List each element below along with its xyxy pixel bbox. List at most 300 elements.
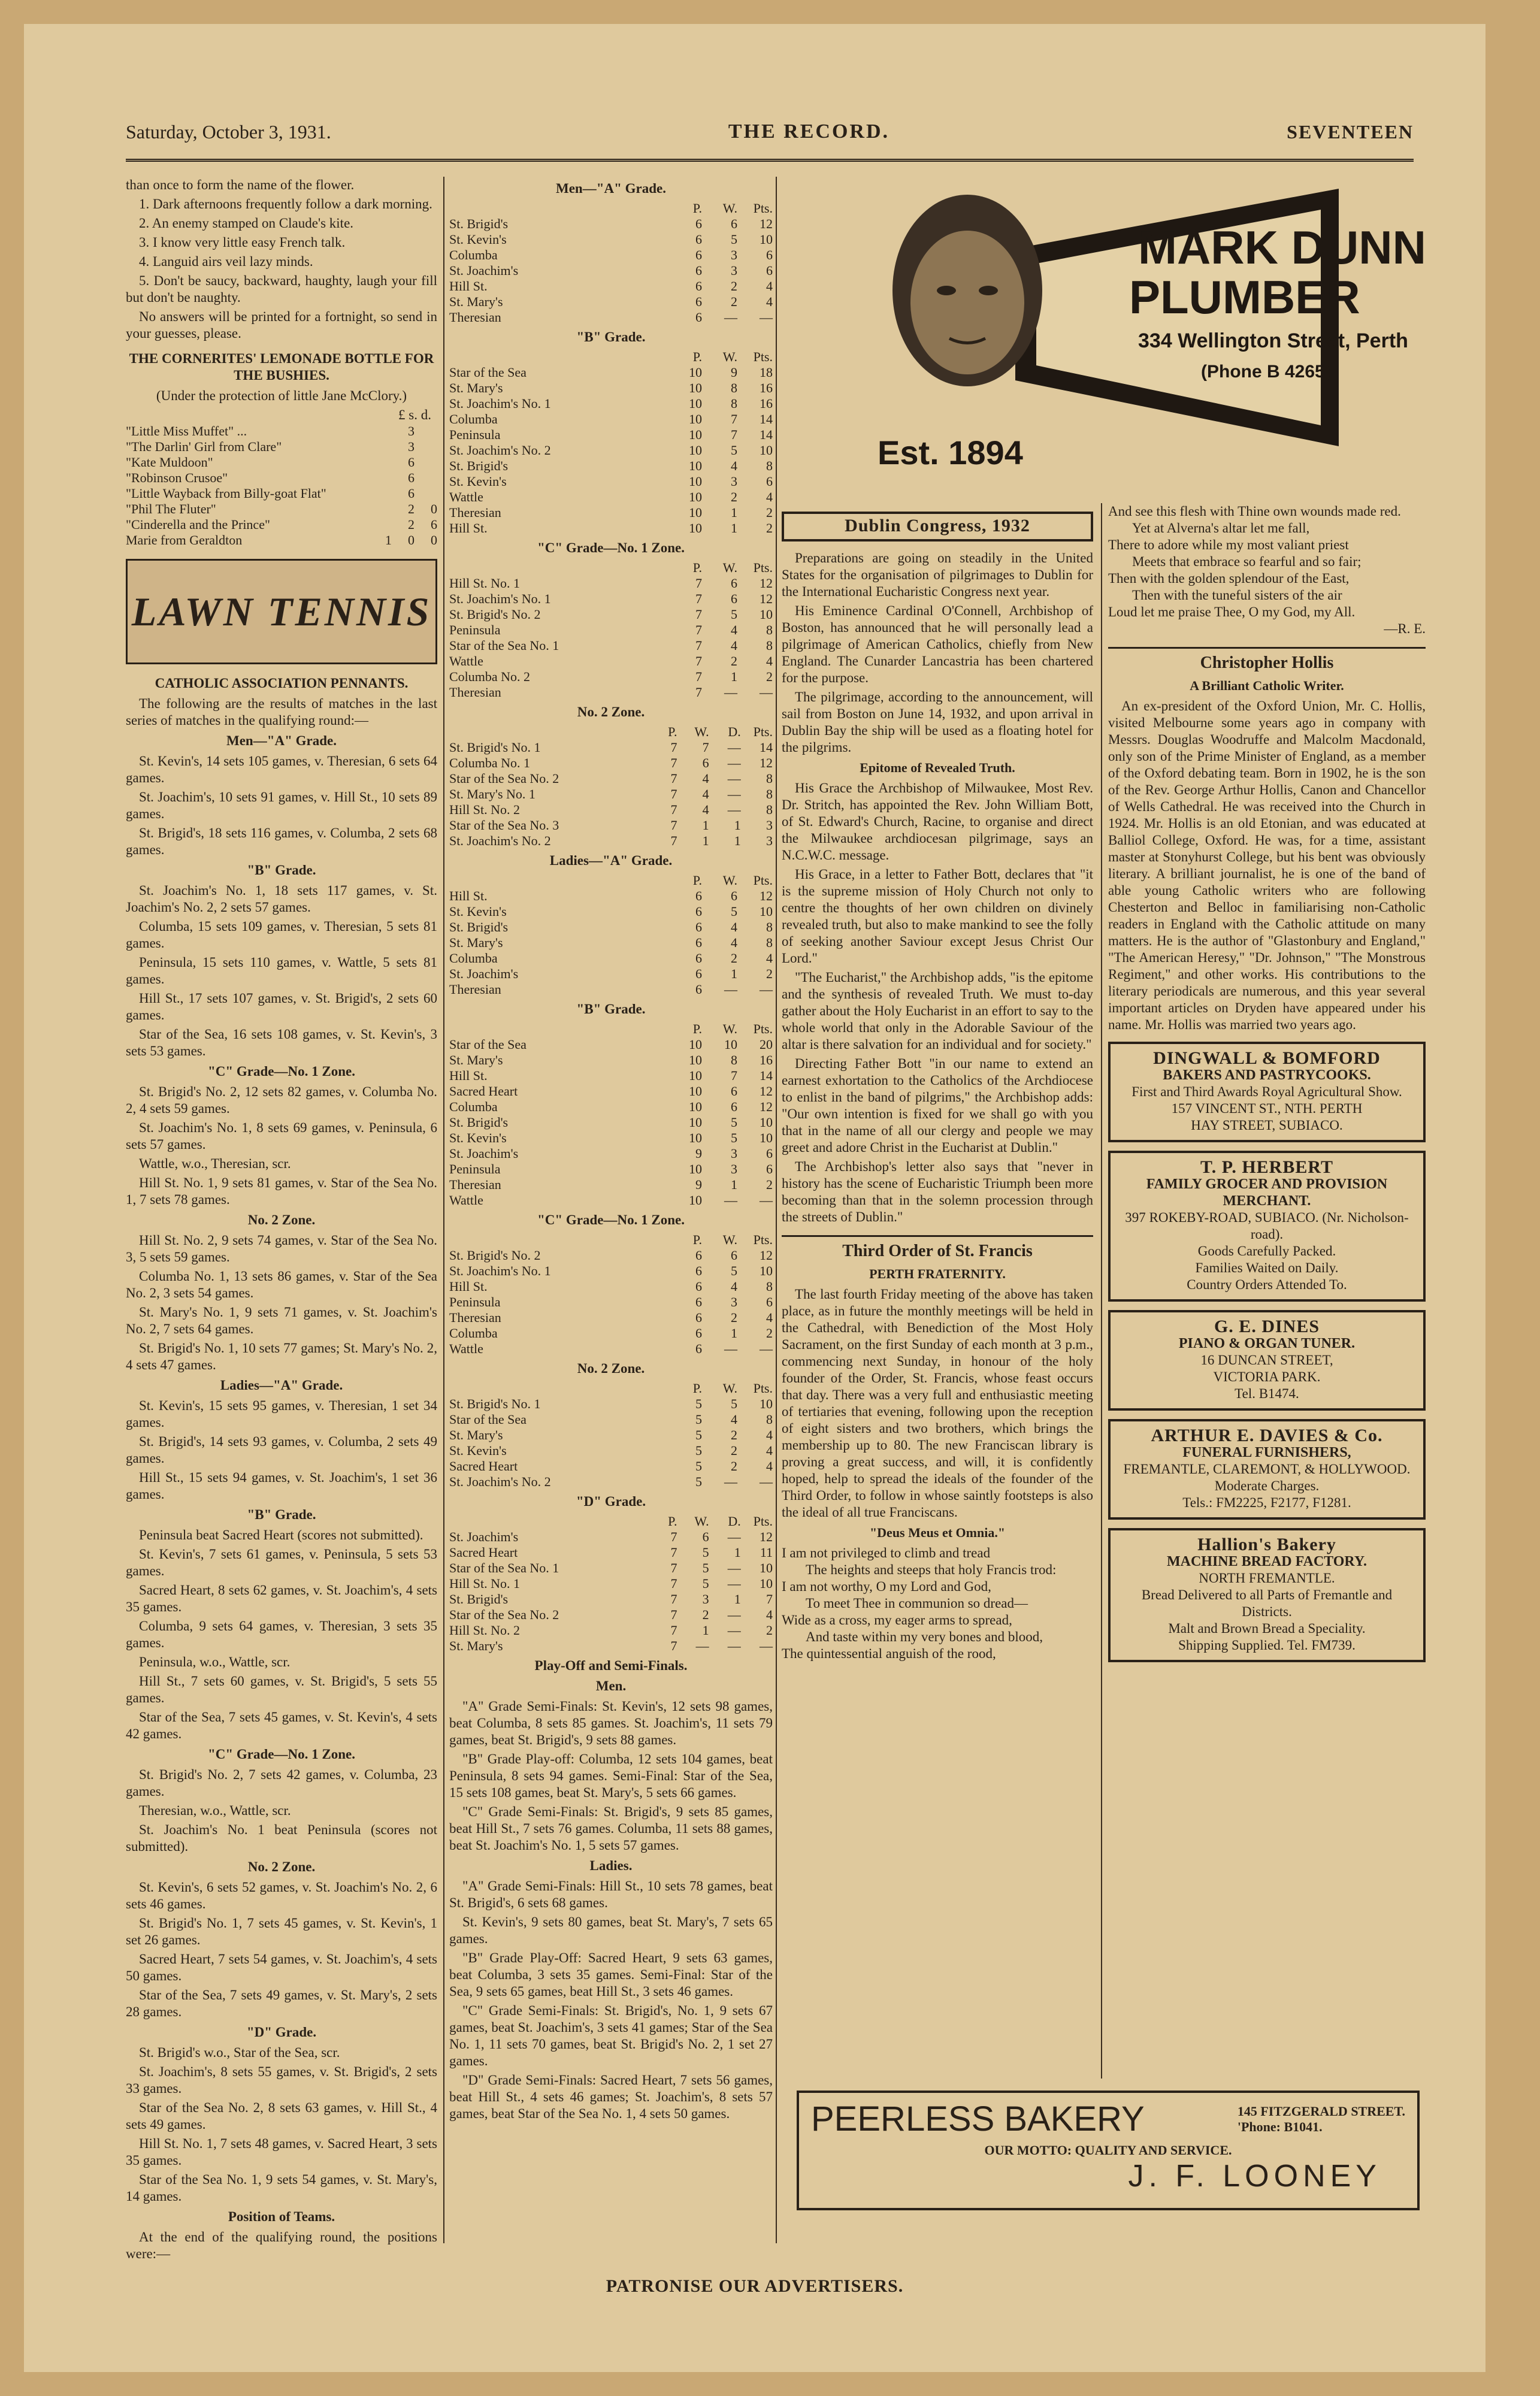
column-1 xyxy=(126,177,437,2261)
team-name: St. Kevin's xyxy=(449,232,507,247)
clue-line: No answers will be printed for a fortnight, so send in your guesses, please. xyxy=(126,309,437,341)
poem-line: Wide as a cross, my eager arms to spread, xyxy=(782,1613,1012,1627)
business-name: T. P. HERBERT xyxy=(1200,1157,1333,1177)
team-stat: — xyxy=(727,771,741,786)
dublin-paragraph: The pilgrimage, according to the announcement, will sail from Boston on June 14, 1932, and upon arrival in Dublin Bay the ship will be used as a floating hotel for the pilgrims. xyxy=(782,689,1093,755)
playoff-line: "D" Grade Semi-Finals: Sacred Heart, 7 sets 56 games, beat Hill St., 4 sets 46 games; St. Joachim's, 8 sets 57 games, beat Star of the Sea No. 1, 4 sets 50 games. xyxy=(449,2073,773,2121)
ladies-title: Ladies. xyxy=(589,1858,633,1873)
business-detail: FREMANTLE, CLAREMONT, & HOLLYWOOD. xyxy=(1123,1462,1411,1477)
dublin-paragraph: Preparations are going on steadily in the United States for the organisation of pilgrimages to Dublin for the International Eucharistic Congress next year. xyxy=(782,550,1093,599)
team-name: St. Joachim's No. 2 xyxy=(449,833,551,848)
team-name: St. Brigid's No. 1 xyxy=(449,740,541,755)
team-stat: 14 xyxy=(760,740,773,755)
standings-header-row xyxy=(449,560,773,576)
team-stat: 5 xyxy=(730,904,737,919)
team-name: St. Brigid's No. 2 xyxy=(449,607,541,622)
standings-row xyxy=(449,310,773,325)
team-stat: 6 xyxy=(730,1248,737,1263)
team-name: Columba xyxy=(449,951,498,966)
playoff-line: St. Kevin's, 9 sets 80 games, beat St. Mary's, 7 sets 65 games. xyxy=(449,1914,773,1946)
standings-row xyxy=(449,833,773,849)
team-stat: 2 xyxy=(766,521,773,536)
result-line: St. Joachim's No. 1, 18 sets 117 games, v. St. Joachim's No. 2, 2 sets 57 games. xyxy=(126,883,437,915)
business-detail: 397 ROKEBY-ROAD, SUBIACO. (Nr. Nicholson-road). xyxy=(1125,1210,1409,1242)
result-line: Columba No. 1, 13 sets 86 games, v. Star of the Sea No. 2, 3 sets 54 games. xyxy=(126,1269,437,1300)
column-rule xyxy=(1101,503,1102,2079)
team-name: Hill St. xyxy=(449,279,488,294)
team-name: St. Joachim's xyxy=(449,263,519,278)
team-stat: 5 xyxy=(702,1545,709,1560)
result-line: Star of the Sea, 7 sets 49 games, v. St. Mary's, 2 sets 28 games. xyxy=(126,1987,437,2019)
team-name: Columba No. 2 xyxy=(449,669,531,684)
standings-row xyxy=(449,951,773,966)
team-stat: 7 xyxy=(730,1068,737,1083)
business-detail: Moderate Charges. xyxy=(1214,1478,1320,1493)
classified-ads xyxy=(1108,1042,1426,1662)
team-stat: 4 xyxy=(702,786,709,801)
team-name: Sacred Heart xyxy=(449,1545,518,1560)
team-stat: 6 xyxy=(766,247,773,262)
team-stat: 7 xyxy=(695,607,702,622)
standings-header-blank xyxy=(449,873,667,888)
team-stat: — xyxy=(724,982,737,997)
team-stat: 7 xyxy=(695,685,702,700)
team-stat: — xyxy=(727,1638,741,1653)
hollis-subhead: A Brilliant Catholic Writer. xyxy=(1190,678,1344,693)
dunn-established: Est. 1894 xyxy=(878,434,1023,471)
team-stat: 8 xyxy=(766,802,773,817)
business-detail: Tel. B1474. xyxy=(1235,1386,1299,1401)
team-stat: 4 xyxy=(766,279,773,294)
team-name: Peninsula xyxy=(449,427,501,442)
mark-dunn-ad-graphic xyxy=(866,183,1426,482)
playoff-line: "C" Grade Semi-Finals: St. Brigid's, 9 sets 85 games, beat Hill St., 7 sets 76 games. Columba, 11 sets 88 games, beat St. Joachim's No. 1, 5 sets 57 games. xyxy=(449,1804,773,1853)
team-name: Star of the Sea No. 1 xyxy=(449,1560,559,1575)
standings-header-row xyxy=(449,1514,773,1529)
team-stat: 8 xyxy=(730,380,737,395)
team-name: Peninsula xyxy=(449,1294,501,1309)
team-stat: 5 xyxy=(695,1396,702,1411)
team-stat: 8 xyxy=(766,458,773,473)
team-stat: 3 xyxy=(766,818,773,833)
lemonade-name: "Little Miss Muffet" ... xyxy=(126,423,247,438)
team-stat: 5 xyxy=(730,1115,737,1130)
team-name: St. Mary's No. 1 xyxy=(449,786,535,801)
lemonade-list xyxy=(126,423,437,548)
standings-table xyxy=(449,1232,773,1357)
poem-title: "Deus Meus et Omnia." xyxy=(869,1525,1006,1540)
team-stat: 16 xyxy=(760,396,773,411)
lemonade-amount xyxy=(369,455,392,470)
team-stat: 8 xyxy=(766,1279,773,1294)
peerless-phone: 'Phone: B1041. xyxy=(1237,2119,1323,2134)
standings-table xyxy=(449,349,773,536)
team-name: Theresian xyxy=(449,505,501,520)
team-name: St. Joachim's xyxy=(449,1146,519,1161)
standings-row xyxy=(449,607,773,622)
standings-col-header: Pts. xyxy=(753,724,773,739)
result-line: At the end of the qualifying round, the positions were:— xyxy=(126,2229,437,2261)
dublin-title-box xyxy=(782,512,1093,541)
team-name: Columba xyxy=(449,1326,498,1341)
team-stat: 6 xyxy=(695,888,702,903)
standings-row xyxy=(449,1161,773,1177)
team-stat: 4 xyxy=(730,1412,737,1427)
standings-table xyxy=(449,873,773,997)
standings-tables xyxy=(449,180,773,1654)
team-stat: — xyxy=(724,310,737,325)
result-line: St. Brigid's No. 1, 10 sets 77 games; St. Mary's No. 2, 4 sets 47 games. xyxy=(126,1341,437,1372)
team-stat: 2 xyxy=(730,489,737,504)
team-name: St. Joachim's No. 2 xyxy=(449,443,551,458)
standings-row xyxy=(449,1529,773,1545)
table-heading: No. 2 Zone. xyxy=(577,704,645,719)
standings-header-blank xyxy=(449,349,667,365)
lawn-tennis-logo-text: LAWN TENNIS xyxy=(131,589,432,634)
team-stat: — xyxy=(760,982,773,997)
team-stat: 4 xyxy=(766,1443,773,1458)
result-line: St. Joachim's No. 1 beat Peninsula (scores not submitted). xyxy=(126,1822,437,1854)
team-name: Theresian xyxy=(449,982,501,997)
team-stat: 6 xyxy=(695,1279,702,1294)
poem-line: I am not worthy, O my Lord and God, xyxy=(782,1579,991,1594)
standings-row xyxy=(449,216,773,232)
result-line: St. Brigid's No. 1, 7 sets 45 games, v. St. Kevin's, 1 set 26 games. xyxy=(126,1916,437,1947)
poem-line: Loud let me praise Thee, O my God, my All. xyxy=(1108,604,1356,619)
team-stat: 3 xyxy=(730,1146,737,1161)
business-trade: PIANO & ORGAN TUNER. xyxy=(1178,1336,1356,1351)
team-stat: 3 xyxy=(730,1294,737,1309)
team-stat: 10 xyxy=(689,1084,702,1099)
standings-row xyxy=(449,1279,773,1294)
business-detail: 157 VINCENT ST., NTH. PERTH xyxy=(1171,1101,1363,1116)
team-name: Sacred Heart xyxy=(449,1459,518,1474)
team-stat: — xyxy=(760,310,773,325)
team-name: Hill St. No. 2 xyxy=(449,802,520,817)
team-stat: 5 xyxy=(695,1412,702,1427)
result-heading: "C" Grade—No. 1 Zone. xyxy=(208,1064,355,1079)
team-stat: 6 xyxy=(702,1529,709,1544)
team-stat: 10 xyxy=(760,1576,773,1591)
team-stat: 2 xyxy=(730,1443,737,1458)
standings-row xyxy=(449,740,773,755)
playoff-title: Play-Off and Semi-Finals. xyxy=(534,1658,688,1673)
business-detail: Bread Delivered to all Parts of Fremantle and Districts. xyxy=(1141,1587,1393,1619)
team-stat: — xyxy=(760,1341,773,1356)
business-detail: Malt and Brown Bread a Speciality. xyxy=(1168,1621,1366,1636)
result-line: St. Kevin's, 14 sets 105 games, v. Theresian, 6 sets 64 games. xyxy=(126,754,437,785)
team-stat: 16 xyxy=(760,1052,773,1067)
standings-row xyxy=(449,1326,773,1341)
team-stat: 9 xyxy=(730,365,737,380)
team-stat: 12 xyxy=(760,888,773,903)
standings-row xyxy=(449,1177,773,1193)
result-line: Hill St. No. 1, 7 sets 48 games, v. Sacred Heart, 3 sets 35 games. xyxy=(126,2136,437,2168)
team-stat: 7 xyxy=(670,1545,677,1560)
lemonade-amount xyxy=(369,423,392,439)
lemonade-amount xyxy=(369,470,392,486)
team-stat: 10 xyxy=(689,1115,702,1130)
page-number: SEVENTEEN xyxy=(1287,120,1414,143)
team-stat: 2 xyxy=(766,966,773,981)
poem-continued xyxy=(1108,503,1426,621)
team-stat: 6 xyxy=(695,279,702,294)
standings-row xyxy=(449,1341,773,1357)
business-detail: VICTORIA PARK. xyxy=(1213,1369,1321,1384)
team-name: Sacred Heart xyxy=(449,1084,518,1099)
poem-line: Yet at Alverna's altar let me fall, xyxy=(1132,521,1310,536)
standings-row xyxy=(449,888,773,904)
standings-header-blank xyxy=(449,560,667,576)
standings-row xyxy=(449,654,773,669)
team-name: St. Joachim's No. 1 xyxy=(449,1263,551,1278)
paper-title: THE RECORD. xyxy=(728,120,890,143)
standings-row xyxy=(449,638,773,654)
team-stat: 10 xyxy=(760,443,773,458)
team-stat: 1 xyxy=(730,1177,737,1192)
team-stat: 7 xyxy=(670,786,677,801)
result-line: Hill St., 17 sets 107 games, v. St. Brigid's, 2 sets 60 games. xyxy=(126,991,437,1022)
standings-row xyxy=(449,1576,773,1592)
team-stat: 6 xyxy=(695,966,702,981)
match-results xyxy=(126,733,437,2262)
business-detail: 16 DUNCAN STREET, xyxy=(1200,1353,1333,1368)
team-name: Star of the Sea xyxy=(449,365,527,380)
team-stat: 6 xyxy=(695,1294,702,1309)
team-stat: 6 xyxy=(766,474,773,489)
team-stat: 7 xyxy=(670,833,677,848)
result-heading: "B" Grade. xyxy=(247,1507,316,1522)
team-stat: 6 xyxy=(730,1084,737,1099)
playoff-line: "B" Grade Play-off: Columba, 12 sets 104 games, beat Peninsula, 8 sets 94 games. Semi-Final: Star of the Sea, 15 sets 108 games, beat St. Mary's, 5 sets 66 games. xyxy=(449,1751,773,1800)
team-stat: 8 xyxy=(766,935,773,950)
peerless-address: 145 FITZGERALD STREET. xyxy=(1237,2104,1405,2119)
team-stat: 10 xyxy=(689,505,702,520)
standings-col-header: Pts. xyxy=(753,1232,773,1247)
standings-row xyxy=(449,427,773,443)
team-stat: 10 xyxy=(689,1130,702,1145)
team-stat: 12 xyxy=(760,1084,773,1099)
team-stat: 10 xyxy=(689,365,702,380)
team-stat: 4 xyxy=(766,654,773,668)
team-stat: 5 xyxy=(730,1263,737,1278)
business-detail: First and Third Awards Royal Agricultural Show. xyxy=(1131,1084,1402,1099)
team-stat: 6 xyxy=(766,263,773,278)
team-stat: 12 xyxy=(760,576,773,591)
team-stat: 10 xyxy=(760,607,773,622)
standings-col-header: D. xyxy=(728,1514,741,1529)
lemonade-row xyxy=(126,470,437,486)
team-stat: 16 xyxy=(760,380,773,395)
poem-line: The quintessential anguish of the rood, xyxy=(782,1646,996,1661)
standings-row xyxy=(449,1638,773,1654)
team-stat: 14 xyxy=(760,1068,773,1083)
team-stat: 3 xyxy=(730,263,737,278)
team-stat: 4 xyxy=(766,1310,773,1325)
team-stat: 6 xyxy=(766,1294,773,1309)
business-detail: HAY STREET, SUBIACO. xyxy=(1191,1118,1343,1133)
clue-line: 3. I know very little easy French talk. xyxy=(139,235,346,250)
standings-header-row xyxy=(449,873,773,888)
standings-row xyxy=(449,1443,773,1459)
standings-row xyxy=(449,669,773,685)
team-stat: 10 xyxy=(689,458,702,473)
team-name: St. Brigid's xyxy=(449,1592,509,1607)
lemonade-amount: 3 xyxy=(407,423,415,438)
team-name: Star of the Sea No. 2 xyxy=(449,1607,559,1622)
clue-line: 2. An enemy stamped on Claude's kite. xyxy=(139,216,354,231)
standings-col-header: Pts. xyxy=(753,1381,773,1396)
team-stat: 3 xyxy=(730,474,737,489)
result-line: Theresian, w.o., Wattle, scr. xyxy=(139,1803,291,1818)
team-stat: — xyxy=(724,1474,737,1489)
team-stat: 6 xyxy=(766,1146,773,1161)
result-line: Star of the Sea No. 2, 8 sets 63 games, v. Hill St., 4 sets 49 games. xyxy=(126,2100,437,2132)
result-line: St. Kevin's, 6 sets 52 games, v. St. Joachim's No. 2, 6 sets 46 games. xyxy=(126,1880,437,1911)
hollis-title: Christopher Hollis xyxy=(1108,647,1426,671)
business-detail: Families Waited on Daily. xyxy=(1195,1260,1339,1275)
team-name: Hill St. xyxy=(449,1068,488,1083)
team-stat: 2 xyxy=(730,1310,737,1325)
poem-line: Meets that embrace so fearful and so fair; xyxy=(1132,554,1362,569)
poem-line: There to adore while my most valiant priest xyxy=(1108,537,1349,552)
result-heading: "B" Grade. xyxy=(247,863,316,878)
lemonade-row xyxy=(126,423,437,439)
team-stat: 1 xyxy=(730,505,737,520)
team-stat: 10 xyxy=(760,232,773,247)
standings-row xyxy=(449,1623,773,1638)
standings-row xyxy=(449,458,773,474)
playoff-line: "C" Grade Semi-Finals: St. Brigid's, No. 1, 9 sets 67 games, beat St. Joachim's, 3 sets 41 games; Star of the Sea No. 1, 11 sets 70 games, beat St. Brigid's No. 2, 1 set 27 games. xyxy=(449,2003,773,2068)
team-stat: 6 xyxy=(695,919,702,934)
team-stat: 7 xyxy=(766,1592,773,1607)
team-stat: 2 xyxy=(766,1326,773,1341)
standings-row xyxy=(449,1592,773,1607)
team-stat: 7 xyxy=(670,1638,677,1653)
team-stat: 2 xyxy=(730,1459,737,1474)
team-stat: 10 xyxy=(760,904,773,919)
result-line: Star of the Sea, 16 sets 108 games, v. St. Kevin's, 3 sets 53 games. xyxy=(126,1027,437,1058)
team-stat: 4 xyxy=(730,458,737,473)
business-name: ARTHUR E. DAVIES & Co. xyxy=(1151,1426,1383,1445)
team-stat: 6 xyxy=(695,1263,702,1278)
team-stat: 1 xyxy=(734,833,741,848)
standings-row xyxy=(449,1130,773,1146)
playoff-line: "A" Grade Semi-Finals: Hill St., 10 sets 78 games, beat St. Brigid's, 6 sets 68 games. xyxy=(449,1878,773,1910)
lemonade-title: THE CORNERITES' LEMONADE BOTTLE FOR THE BUSHIES. xyxy=(129,351,434,383)
epitome-paragraph: His Grace the Archbishop of Milwaukee, Most Rev. Dr. Stritch, has appointed the Rev. John William Bott, of St. Edward's Church, Racine, to organise and direct the Milwaukee archdiocesan pilgrimage, says an N.C.W.C. message. xyxy=(782,780,1093,863)
team-stat: 4 xyxy=(730,1279,737,1294)
dunn-phone: (Phone B 4265) xyxy=(1201,362,1331,382)
business-name: G. E. DINES xyxy=(1214,1317,1320,1336)
hollis-paragraph: An ex-president of the Oxford Union, Mr. C. Hollis, visited Melbourne some years ago in company with Messrs. Douglas Woodruffe and Malcolm Macdonald, only son of the Prime Minister of England, as a member of the Oxford debating team. Born in 1902, he is the son of the Rev. George Arthur Hollis, Canon and Chancellor of Wells Cathedral. He was received into the Church in 1924. Mr. Hollis is an old Etonian, and was educated at Balliol College, Oxford. He was, for a time, assistant master at Stonyhurst College, but his bent was obviously literary. A brilliant journalist, he is one of the band of able young Catholic writers who are following Chesterton and Belloc in familiarising non-Catholic readers in England with the Catholic attitude on many matters. He is the author of "Glastonbury and England," "The American Heresy," "Dr. Johnson," "The Monstrous Regiment," and other works. His contributions to the literary periodicals are numerous, and this year several important articles on Dryden have appeared under his name. Mr. Hollis was married two years ago. xyxy=(1108,698,1426,1032)
standings-header-blank xyxy=(449,1381,667,1396)
table-heading: "D" Grade. xyxy=(576,1494,646,1509)
dublin-paragraph: His Eminence Cardinal O'Connell, Archbishop of Boston, has announced that he will personally lead a pilgrimage of American Catholics, chiefly from New England. The Cunarder Lancastria has been chartered for the purpose. xyxy=(782,603,1093,685)
standings-col-header: W. xyxy=(722,873,737,888)
standings-col-header: Pts. xyxy=(753,1021,773,1036)
team-stat: — xyxy=(760,1638,773,1653)
team-stat: 2 xyxy=(702,1607,709,1622)
team-stat: 10 xyxy=(760,1396,773,1411)
lemonade-name: "Robinson Crusoe" xyxy=(126,470,228,485)
team-name: Star of the Sea xyxy=(449,1412,527,1427)
standings-row xyxy=(449,365,773,380)
dublin-title: Dublin Congress, 1932 xyxy=(845,516,1030,536)
team-stat: — xyxy=(760,1474,773,1489)
dunn-trade: PLUMBER xyxy=(1129,271,1360,323)
standings-row xyxy=(449,263,773,279)
standings-col-header: P. xyxy=(692,1232,702,1247)
team-stat: 10 xyxy=(689,412,702,426)
result-heading: "D" Grade. xyxy=(246,2025,317,2040)
standings-row xyxy=(449,1310,773,1326)
result-heading: "C" Grade—No. 1 Zone. xyxy=(208,1747,355,1762)
standings-row xyxy=(449,412,773,427)
team-stat: — xyxy=(727,786,741,801)
team-stat: 10 xyxy=(689,521,702,536)
standings-row xyxy=(449,818,773,833)
result-heading: Position of Teams. xyxy=(228,2209,335,2224)
standings-row xyxy=(449,396,773,412)
lemonade-name: "The Darlin' Girl from Clare" xyxy=(126,439,282,454)
standings-col-header: P. xyxy=(692,201,702,216)
lemonade-name: "Phil The Fluter" xyxy=(126,501,216,516)
team-stat: 12 xyxy=(760,591,773,606)
team-stat: 6 xyxy=(730,576,737,591)
standings-header-blank xyxy=(449,1232,667,1248)
standings-row xyxy=(449,1146,773,1161)
result-line: Sacred Heart, 7 sets 54 games, v. St. Joachim's, 4 sets 50 games. xyxy=(126,1952,437,1983)
standings-col-header: P. xyxy=(692,1021,702,1036)
poem-line: To meet Thee in communion so dread— xyxy=(806,1596,1028,1611)
lemonade-amount: 6 xyxy=(407,455,415,470)
team-stat: — xyxy=(724,1341,737,1356)
team-stat: 4 xyxy=(730,622,737,637)
lemonade-name: Marie from Geraldton xyxy=(126,533,243,547)
column-4 xyxy=(1108,503,1426,2079)
team-stat: 18 xyxy=(760,365,773,380)
table-heading: Men—"A" Grade. xyxy=(556,181,666,196)
team-stat: 7 xyxy=(695,654,702,668)
team-name: Hill St. No. 2 xyxy=(449,1623,520,1638)
team-stat: 8 xyxy=(730,1052,737,1067)
team-stat: — xyxy=(724,1193,737,1208)
team-stat: 2 xyxy=(766,1623,773,1638)
standings-row xyxy=(449,1459,773,1474)
team-stat: 1 xyxy=(702,818,709,833)
team-name: Wattle xyxy=(449,1341,483,1356)
team-stat: 8 xyxy=(766,622,773,637)
lemonade-amount xyxy=(415,470,437,486)
result-line: Star of the Sea, 7 sets 45 games, v. St. Kevin's, 4 sets 42 games. xyxy=(126,1710,437,1741)
standings-row xyxy=(449,966,773,982)
team-stat: 1 xyxy=(734,1545,741,1560)
peerless-bakery-ad xyxy=(797,2091,1420,2210)
lemonade-currency-header: £ s. d. xyxy=(398,407,431,422)
team-stat: 14 xyxy=(760,427,773,442)
standings-header-row xyxy=(449,1021,773,1037)
table-heading: No. 2 Zone. xyxy=(577,1361,645,1376)
pennants-title: CATHOLIC ASSOCIATION PENNANTS. xyxy=(155,676,409,691)
team-stat: 6 xyxy=(730,888,737,903)
standings-table xyxy=(449,1021,773,1208)
team-name: Theresian xyxy=(449,685,501,700)
team-stat: 3 xyxy=(730,1161,737,1176)
result-line: St. Brigid's, 14 sets 93 games, v. Columba, 2 sets 49 games. xyxy=(126,1434,437,1466)
team-stat: 7 xyxy=(670,771,677,786)
team-name: St. Mary's xyxy=(449,1638,503,1653)
